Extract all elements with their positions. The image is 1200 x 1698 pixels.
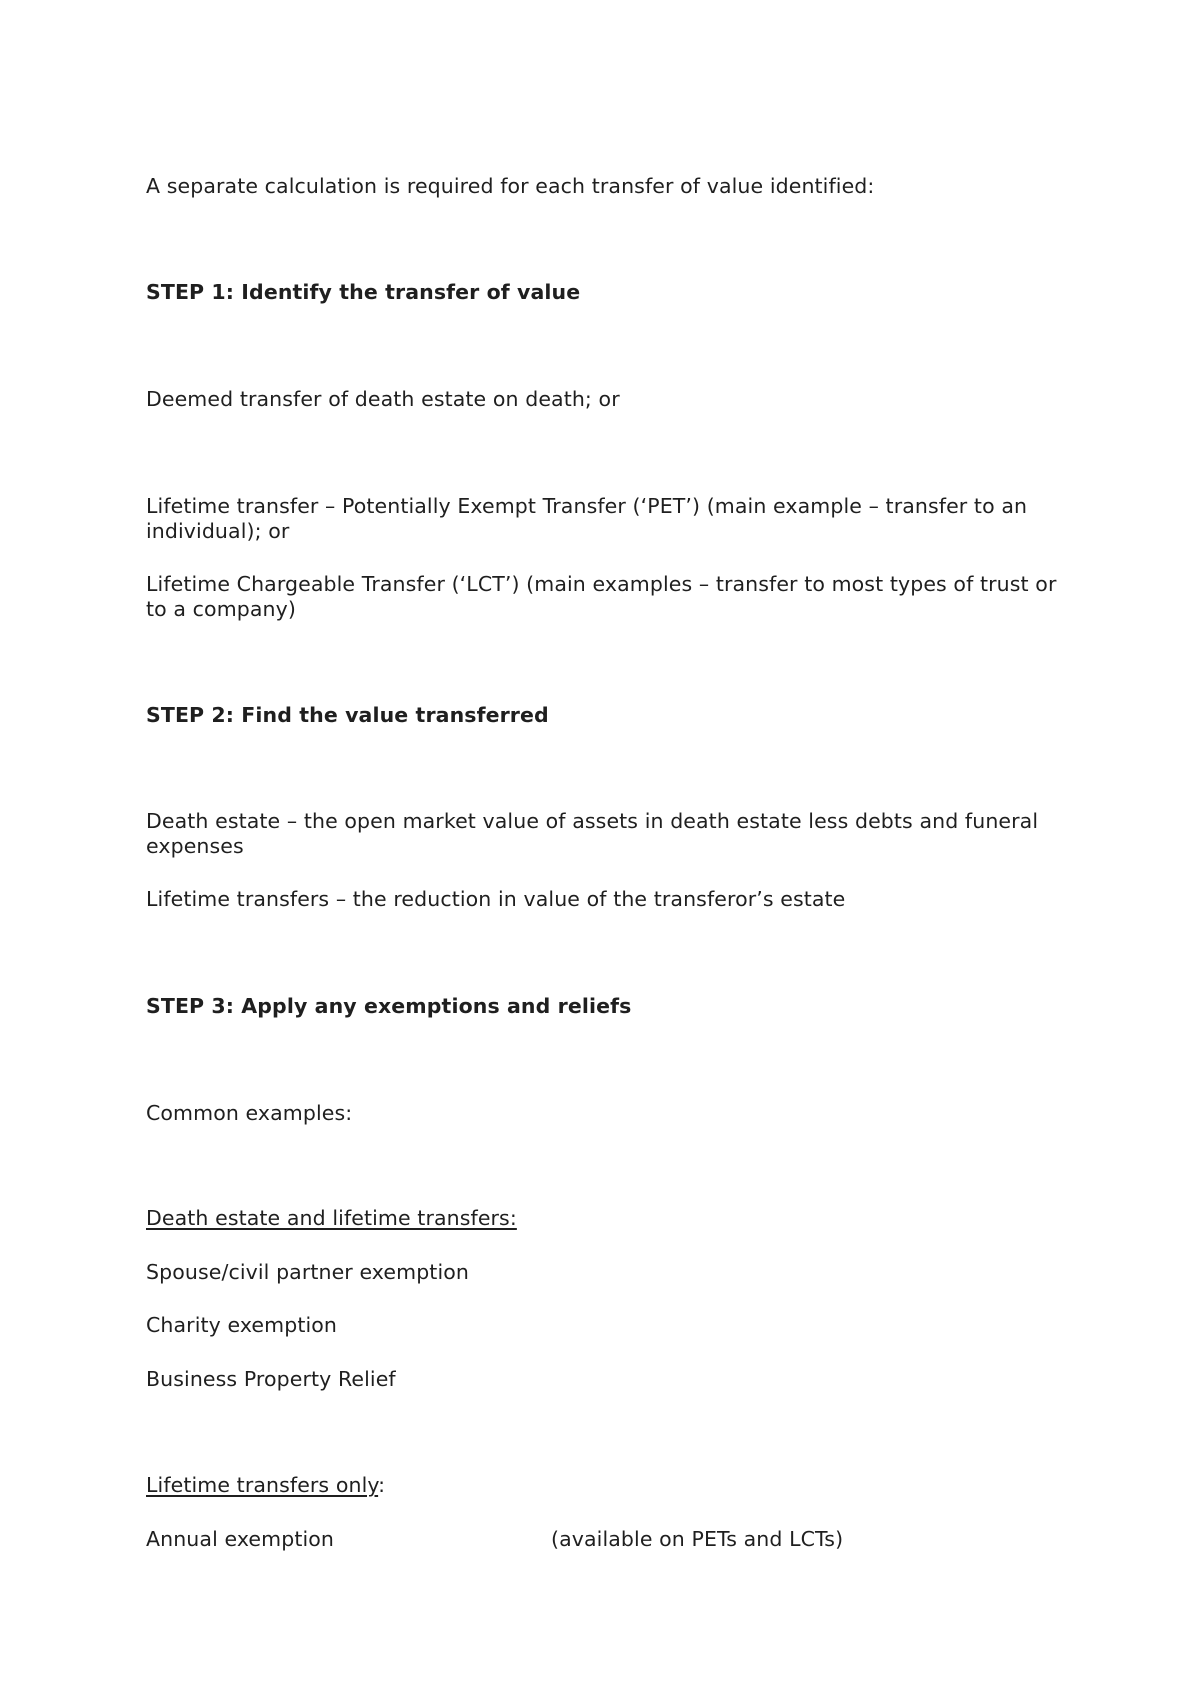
annual-exemption-note: (available on PETs and LCTs): [551, 1527, 844, 1551]
step2-item-lifetime: Lifetime transfers – the reduction in value of the transferor’s estate: [146, 887, 846, 911]
exemption-item-spouse: Spouse/civil partner exemption: [146, 1260, 469, 1284]
step1-item-lct: Lifetime Chargeable Transfer (‘LCT’) (main examples – transfer to most types of trust or to a company): [146, 572, 1057, 621]
step2-item-death-estate: Death estate – the open market value of assets in death estate less debts and funeral expenses: [146, 809, 1039, 858]
lifetime-only-colon: :: [378, 1473, 386, 1497]
lifetime-only-subheading: [146, 1473, 1066, 1498]
step1-heading: STEP 1: Identify the transfer of value: [146, 280, 581, 304]
common-examples-label: Common examples:: [146, 1101, 353, 1125]
relief-item-business-property: Business Property Relief: [146, 1367, 396, 1391]
exemption-item-charity: Charity exemption: [146, 1313, 337, 1337]
step2-heading: STEP 2: Find the value transferred: [146, 703, 549, 727]
step3-heading: STEP 3: Apply any exemptions and reliefs: [146, 994, 632, 1018]
annual-exemption-label: Annual exemption: [146, 1527, 334, 1551]
annual-exemption-row: [146, 1527, 1066, 1552]
lifetime-only-title: Lifetime transfers only: [146, 1473, 379, 1497]
step1-item-pet: Lifetime transfer – Potentially Exempt Transfer (‘PET’) (main example – transfer to an individual); or: [146, 494, 1028, 543]
intro-text: A separate calculation is required for each transfer of value identified:: [146, 174, 875, 198]
death-and-lifetime-subheading: Death estate and lifetime transfers:: [146, 1206, 517, 1230]
step1-item-death-estate: Deemed transfer of death estate on death; or: [146, 387, 620, 411]
